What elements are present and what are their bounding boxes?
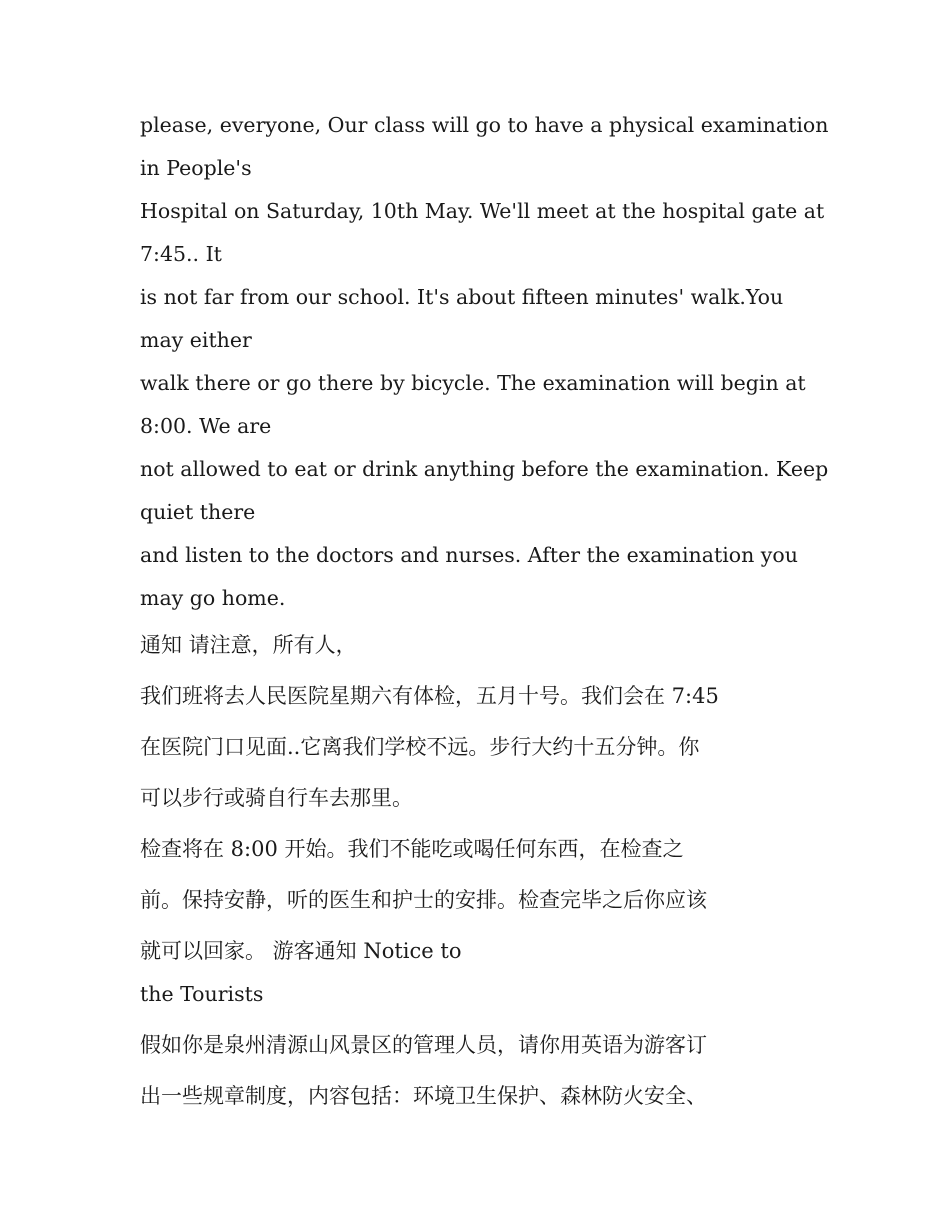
english-line: may either (140, 328, 252, 352)
chinese-line: 可以步行或骑自行车去那里。 (140, 786, 413, 810)
chinese-line: 检查将在 8:00 开始。我们不能吃或喝任何东西，在检查之 (140, 837, 684, 861)
english-line: 7:45.. It (140, 242, 222, 266)
english-line: please, everyone, Our class will go to have a physical examination (140, 113, 829, 137)
english-line: Hospital on Saturday, 10th May. We'll meet at the hospital gate at (140, 199, 825, 223)
tourist-notice-title-tail: the Tourists (140, 982, 264, 1006)
english-line: is not far from our school. It's about fifteen minutes' walk.You (140, 285, 784, 309)
english-line: walk there or go there by bicycle. The examination will begin at (140, 371, 806, 395)
chinese-line: 我们班将去人民医院星期六有体检，五月十号。我们会在 7:45 (140, 684, 719, 708)
english-line: in People's (140, 156, 252, 180)
english-line: not allowed to eat or drink anything before the examination. Keep (140, 457, 829, 481)
document-body (140, 104, 829, 1122)
task-line: 假如你是泉州清源山风景区的管理人员，请你用英语为游客订 (140, 1033, 707, 1057)
task-line: 出一些规章制度，内容包括：环境卫生保护、森林防火安全、 (140, 1084, 707, 1108)
chinese-line: 在医院门口见面..它离我们学校不远。步行大约十五分钟。你 (140, 735, 700, 759)
english-line: may go home. (140, 586, 286, 610)
english-line: quiet there (140, 500, 256, 524)
english-line: and listen to the doctors and nurses. After the examination you (140, 543, 798, 567)
english-line: 8:00. We are (140, 414, 272, 438)
chinese-notice-heading: 通知 请注意，所有人， (140, 633, 357, 657)
chinese-line-with-tourist-title: 就可以回家。 游客通知 Notice to (140, 939, 462, 963)
chinese-line: 前。保持安静，听的医生和护士的安排。检查完毕之后你应该 (140, 888, 707, 912)
